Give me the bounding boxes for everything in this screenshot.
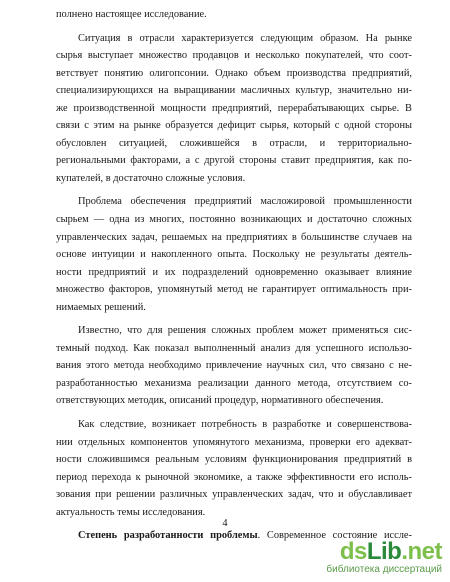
body-text <box>56 6 412 545</box>
text-line: обусловлен ситуацией, сложившейся в отрасли, и территориально- <box>56 137 412 149</box>
text-line: полнено настоящее исследование. <box>56 9 207 20</box>
logo-net: .net <box>401 538 442 565</box>
text-line: Известно, что для решения сложных проблем может применяться сис- <box>78 325 412 337</box>
paragraph <box>56 30 412 188</box>
text-line: Как следствие, возникает потребность в разработке и совершенствова- <box>78 419 412 431</box>
text-line: региональными факторами, а с другой стороны ставит предприятия, как по- <box>56 155 412 167</box>
logo-ds: ds <box>339 538 367 565</box>
watermark <box>312 540 442 578</box>
text-line: ответствующих методик, описаний процедур, нормативного обеспечения. <box>56 395 384 407</box>
logo-lib: Lib <box>366 538 402 565</box>
text-line: темный подход. Как показал выполненный анализ для успешного использо- <box>56 342 412 354</box>
text-line: купателей, в достаточно сложные условия. <box>56 172 246 184</box>
paragraph <box>56 6 412 24</box>
page-number: 4 <box>222 518 228 529</box>
text-line: множество факторов, упомянутый метод не гарантирует оптимальность при- <box>56 284 412 296</box>
paragraph <box>56 322 412 410</box>
logo-subtitle: библиотека диссертаций <box>326 564 442 575</box>
text-line: сырьем — одна из многих, постоянно возникающих и достаточно сложных <box>56 214 412 226</box>
text-line: ветствует понятию олигопсонии. Однако объем производства предприятий, <box>56 67 412 79</box>
text-line: специализирующихся на выращивании масличных культур, значительно ни- <box>56 85 412 97</box>
text-line: период перехода к рыночной экономике, а также эффективности его исполь- <box>56 471 412 483</box>
text-line: зования при решении различных управленческих задач, что и обуславливает <box>56 489 412 501</box>
text-line: Ситуация в отрасли характеризуется следующим образом. На рынке <box>78 32 412 44</box>
section-heading-inline: Степень разработанности проблемы <box>78 530 258 542</box>
text-line: сырья выступает множество продавцов и несколько покупателей, что соот- <box>56 50 412 62</box>
text-fragment: . Современное состояние иссле- <box>257 530 412 542</box>
text-line: же производственной мощности предприятий, перерабатывающих сырье. В <box>56 102 412 114</box>
dslib-logo <box>312 540 442 578</box>
paragraph <box>56 416 412 521</box>
text-line: Проблема обеспечения предприятий масложировой промышленности <box>78 196 412 208</box>
paragraph <box>56 193 412 316</box>
text-line: нии отдельных компонентов упомянутого механизма, проверки его адекват- <box>56 436 412 448</box>
text-line: актуальность темы исследования. <box>56 506 206 518</box>
text-line: ности сложившимся реальным условиям функционирования предприятий в <box>56 454 412 466</box>
text-line: ности предприятий и их подразделений одновременно оказывает влияние <box>56 266 412 278</box>
text-line: основе интуиции и накопленного опыта. Поскольку не результаты деятель- <box>56 249 412 261</box>
text-line: вания этого метода необходимо привлечение научных сил, что связано с не- <box>56 360 412 372</box>
text-line: нимаемых решений. <box>56 301 146 313</box>
text-line: управленческих задач, решаемых на предприятиях в большинстве случаев на <box>56 231 412 243</box>
text-line: связи с этим на рынке образуется дефицит сырья, который с одной стороны <box>56 120 412 132</box>
text-line: разработанностью механизма реализации данного метода, отсутствием со- <box>56 377 412 389</box>
